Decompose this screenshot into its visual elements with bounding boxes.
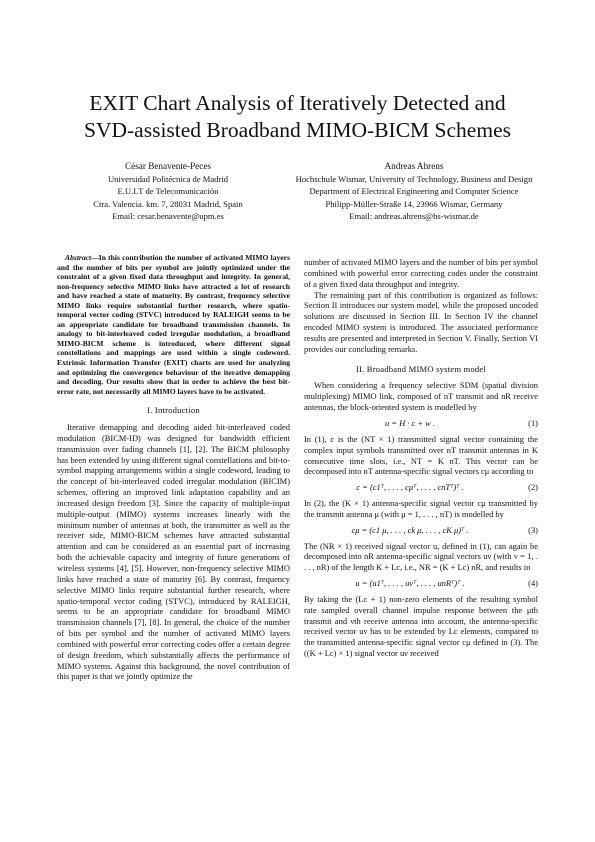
author-affiliation: Department of Electrical Engineering and Computer Science [309, 186, 519, 197]
equation-body: u = (u1ᵀ, . . . , uνᵀ, . . . , unRᵀ)ᵀ . [355, 578, 465, 589]
title-line-2: SVD-assisted Broadband MIMO-BICM Schemes [84, 118, 511, 142]
equation-3 [304, 525, 538, 536]
abstract-text: —In this contribution the number of activated MIMO layers and the number of bits per symbol are jointly optimized under the constraint of a given fixed data throughput and integrity. In general, non-frequency selective MIMO links have attracted a lot of research and have reached a state of maturity. By contrast, frequency selective MIMO links require substantial further research, where spatio-temporal vector coding (STVC) introduced by RALEIGH seems to be an appropriate candidate for broadband transmission channels. In analogy to bit-interleaved coded irregular modulation, a broadband MIMO-BICM scheme is introduced, where different signal constellations and mappings are used within a single codeword. Extrinsic Information Transfer (EXIT) charts are used for analyzing and optimizing the convergence behaviour of the iterative demapping and decoding. Our results show that in order to achieve the best bit-error rate, not necessarily all MIMO layers have to be activated. [57, 253, 290, 396]
author-email: Email: andreas.ahrens@hs-wismar.de [349, 211, 479, 222]
abstract-lead: Abstract [65, 253, 92, 262]
equation-2 [304, 482, 538, 493]
equation-body: u = H · c + w . [384, 417, 436, 428]
equation-4 [304, 578, 538, 589]
left-column [57, 253, 290, 682]
intro-paragraph-continued: number of activated MIMO layers and the number of bits per symbol combined with powerful error correcting codes under the constraint of a given fixed data throughput and integrity. [304, 257, 538, 289]
model-paragraph: In (2), the (K × 1) antenna-specific signal vector cμ transmitted by the transmit antenna μ (with μ = 1, . . . , nT) is modelled by [304, 498, 538, 519]
equation-body: cμ = (c1 μ, . . . , ck μ, . . . , cK μ)ᵀ . [351, 524, 469, 535]
author-affiliation: Hochschule Wismar, University of Technology, Business and Design [295, 173, 533, 184]
author-address: Ctra. Valencia. km. 7, 28031 Madrid, Spain [93, 198, 243, 209]
title-line-1: EXIT Chart Analysis of Iteratively Detected and [89, 91, 506, 115]
author-name: Andreas Ahrens [384, 161, 444, 171]
equation-number: (4) [528, 578, 538, 589]
model-paragraph: In (1), c is the (NT × 1) transmitted signal vector containing the complex input symbols transmitted over nT transmit antennas in K consecutive time slots, i.e., NT = K nT. This vector can be decomposed into nT antenna-specific signal vectors cμ according to [304, 433, 538, 477]
model-paragraph: By taking the (Lc + 1) non-zero elements of the resulting symbol rate sampled overall channel impulse response between the μth transmit and νth receive antenna into account, the antenna-specific received vector uν has to be extended by Lc elements, compared to the transmitted antenna-specific signal vector cμ defined in (3). The ((K + Lc) × 1) signal vector uν received [304, 593, 538, 659]
author-block-2 [286, 160, 542, 223]
section-heading-system-model: II. Broadband MIMO system model [355, 363, 487, 374]
equation-number: (1) [528, 417, 538, 428]
author-block-1 [52, 160, 284, 223]
intro-paragraph: Iterative demapping and decoding aided bit-interleaved coded modulation (BICM-ID) was designed for bandwidth efficient transmission over fading channels [1], [2]. The BICM philosophy has been extended by using different signal constellations and bit-to-symbol mapping arrangements within a single codeword, leading to the concept of bit-interleaved coded irregular modulation (BICIM) schemes, offering an improved link adaptation capability and an increased design freedom [3]. Since the capacity of multiple-input multiple-output (MIMO) systems increases linearly with the minimum number of antennas at both, the transmitter as well as the receiver side, MIMO-BICM schemes have attracted substantial attention and can be considered as an essential part of increasing both the achievable capacity and integrity of future generations of wireless systems [4], [5]. However, non-frequency selective MIMO links have reached a state of maturity [6]. By contrast, frequency selective MIMO links require substantial further research, where spatio-temporal vector coding (STVC), introduced by RALEIGH, seems to be an appropriate candidate for broadband MIMO transmission channels [7], [8]. In general, the choice of the number of bits per symbol and the number of activated MIMO layers combined with powerful error correcting codes offer a certain degree of design freedom, which substantially affects the performance of MIMO systems. Against this background, the novel contribution of this paper is that we jointly optimize the [57, 422, 290, 682]
author-address: Philipp-Müller-Straße 14, 23966 Wismar, Germany [325, 198, 503, 209]
model-paragraph: The (NR × 1) received signal vector u, defined in (1), can again be decomposed into nR antenna-specific signal vectors uν (with ν = 1, . . . , nR) of the length K + Lc, i.e., NR = (K + Lc) nR, and results in [304, 540, 538, 573]
equation-1 [304, 418, 538, 429]
author-affiliation: Universidad Politécnica de Madrid [107, 173, 229, 184]
outline-paragraph: The remaining part of this contribution is organized as follows: Section II introduces our system model, while the proposed uncoded solutions are discussed in Section III. In Section IV the channel encoded MIMO system is introduced. The associated performance results are presented and interpreted in Section V. Finally, Section VI provides our concluding remarks. [304, 289, 538, 354]
equation-number: (2) [528, 482, 538, 493]
right-column [304, 257, 538, 659]
author-email: Email: cesar.benavente@upm.es [112, 211, 224, 222]
abstract [57, 253, 290, 396]
paper-title [40, 90, 555, 144]
equation-body: c = (c1ᵀ, . . . , cμᵀ, . . . , cnTᵀ)ᵀ . [356, 482, 464, 493]
model-paragraph: When considering a frequency selective SDM (spatial division multiplexing) MIMO link, composed of nT transmit and nR receive antennas, the block-oriented system is modelled by [304, 380, 538, 413]
equation-number: (3) [528, 524, 538, 535]
author-name: César Benavente-Peces [125, 161, 211, 171]
author-affiliation: E.U.I.T de Telecomunicación [117, 186, 219, 197]
section-heading-introduction: I. Introduction [147, 405, 200, 416]
